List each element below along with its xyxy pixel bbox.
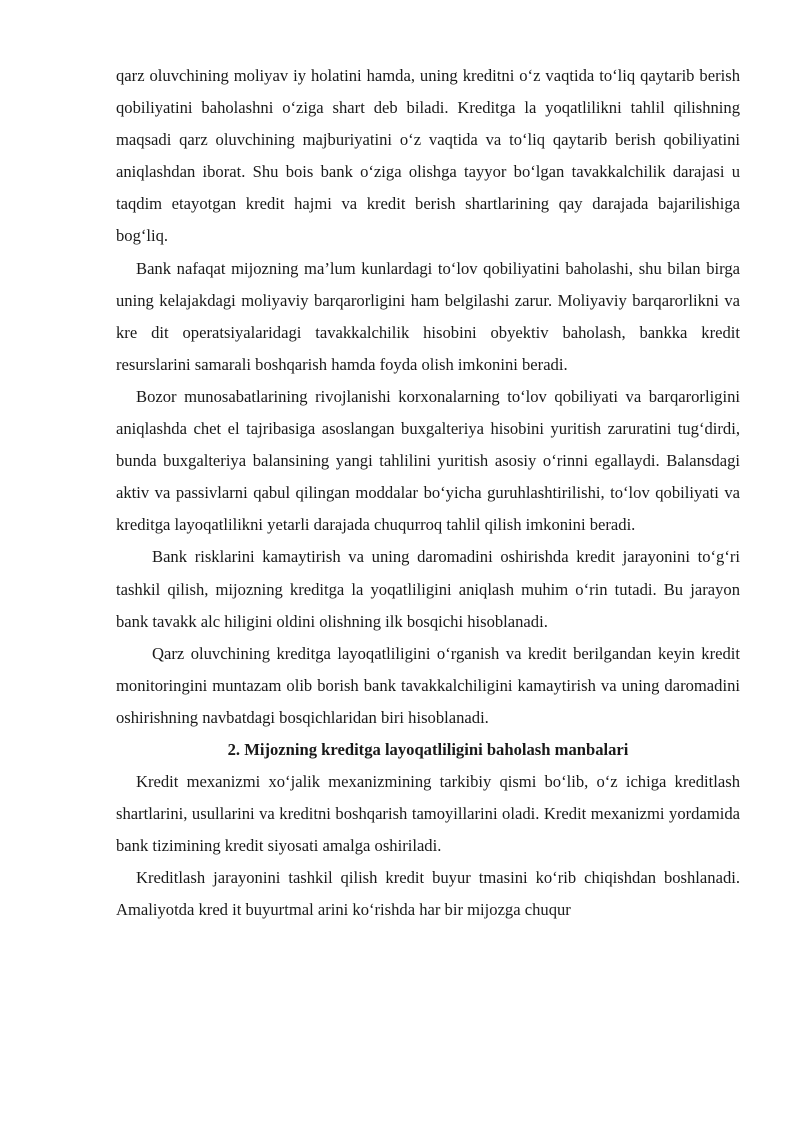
document-page: [116, 60, 740, 927]
paragraph-credit-monitoring: Qarz oluvchining kreditga layoqatliligini o‘rganish va kredit berilgandan keyin kredit monitoringini muntazam olib borish bank tavakkalchiligini kamaytirish va uning daromadini oshirishning navbatdagi bosqichlaridan biri hisoblanadi.: [116, 643, 740, 727]
section-heading: 2. Mijozning kreditga layoqatliligini baholash manbalari: [227, 739, 629, 759]
paragraph-financial-stability: Bank nafaqat mijozning ma’lum kunlardagi to‘lov qobiliyatini baholashi, shu bilan birga uning kelajakdagi moliyaviy barqarorligini ham belgilashi zarur. Moliyaviy barqarorlikni va kre dit operatsiyalaridagi tavakkalchilik hisobini obyektiv baholash, bankka kredit resurslarini samarali boshqarish hamda foyda olish imkonini beradi.: [116, 258, 740, 374]
paragraph-credit-process: Kreditlash jarayonini tashkil qilish kredit buyur tmasini ko‘rib chiqishdan boshlanadi. Amaliyotda kred it buyurtmal arini ko‘rishda har bir mijozga chuqur: [116, 868, 740, 920]
paragraph-bank-risks: Bank risklarini kamaytirish va uning daromadini oshirishda kredit jarayonini to‘g‘ri tashkil qilish, mijozning kreditga la yoqatliligini aniqlash muhim o‘rin tutadi. Bu jarayon bank tavakk alc hiligini oldini olishning ilk bosqichi hisoblanadi.: [116, 547, 740, 631]
paragraph-market-relations: Bozor munosabatlarining rivojlanishi korxonalarning to‘lov qobiliyati va barqarorligini aniqlashda chet el tajribasiga asoslangan buxgalteriya hisobini yuritish zaruratini tug‘dirdi, bunda buxgalteriya balansining yangi tahlilini yuritish asosiy o‘rinni egallaydi. Balansdagi aktiv va passivlarni qabul qilingan moddalar bo‘yicha guruhlashtirilishi, to‘lov qobiliyati va kreditga layoqatlilikni yetarli darajada chuqurroq tahlil qilish imkonini beradi.: [116, 386, 740, 535]
paragraph-credit-mechanism: Kredit mexanizmi xo‘jalik mexanizmining tarkibiy qismi bo‘lib, o‘z ichiga kreditlash shartlarini, usullarini va kreditni boshqarish tamoyillarini oladi. Kredit mexanizmi yordamida bank tizimining kredit siyosati amalga oshiriladi.: [116, 772, 740, 856]
paragraph-continuation: qarz oluvchining moliyav iy holatini hamda, uning kreditni o‘z vaqtida to‘liq qaytarib berish qobiliyatini baholashni o‘ziga shart deb biladi. Kreditga la yoqatlilikni tahlil qilishning maqsadi qarz oluvchining majburiyatini o‘z vaqtida va to‘liq qaytarib berish qobiliyatini aniqlashdan iborat. Shu bois bank o‘ziga olishga tayyor bo‘lgan tavakkalchilik darajasi u taqdim etayotgan kredit hajmi va kredit berish shartlarining qay darajada bajarilishiga bog‘liq.: [116, 66, 740, 246]
